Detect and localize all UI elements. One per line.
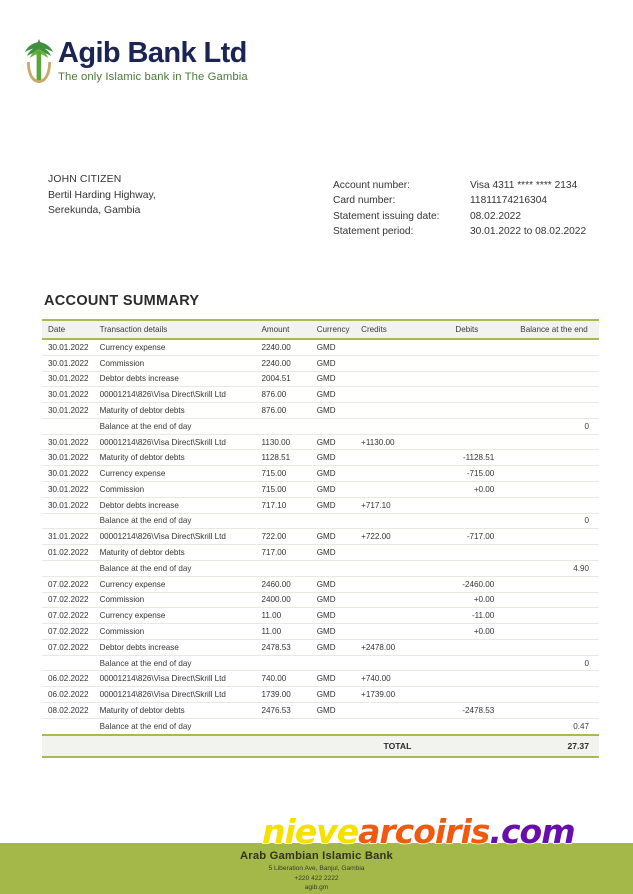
- cell-date: 06.02.2022: [42, 671, 100, 687]
- cell-currency: [317, 655, 361, 671]
- cell-credits: [361, 702, 437, 718]
- account-info-value: 30.01.2022 to 08.02.2022: [470, 225, 587, 237]
- cell-amount: 876.00: [261, 387, 316, 403]
- table-row: [42, 403, 599, 419]
- cell-details: Debtor debts increase: [100, 497, 262, 513]
- account-summary-table: [42, 319, 599, 758]
- cell-credits: [361, 655, 437, 671]
- cell-debits: [437, 639, 494, 655]
- cell-date: 08.02.2022: [42, 702, 100, 718]
- cell-currency: GMD: [317, 339, 361, 355]
- table-row: [42, 608, 599, 624]
- cell-credits: [361, 624, 437, 640]
- cell-currency: GMD: [317, 576, 361, 592]
- table-row: [42, 671, 599, 687]
- cell-date: 30.01.2022: [42, 371, 100, 387]
- cell-debits: [437, 355, 494, 371]
- cell-debits: [437, 513, 494, 529]
- cell-currency: [317, 718, 361, 734]
- cell-debits: [437, 418, 494, 434]
- cell-amount: 715.00: [261, 482, 316, 498]
- cell-credits: +717.10: [361, 497, 437, 513]
- cell-currency: GMD: [317, 434, 361, 450]
- cell-currency: GMD: [317, 639, 361, 655]
- cell-credits: [361, 560, 437, 576]
- cell-credits: [361, 545, 437, 561]
- table-row: [42, 702, 599, 718]
- cell-details: Balance at the end of day: [100, 560, 262, 576]
- cell-date: [42, 513, 100, 529]
- cell-balance: 0: [494, 418, 599, 434]
- cell-balance: 0: [494, 513, 599, 529]
- cell-date: 31.01.2022: [42, 529, 100, 545]
- cell-amount: 2476.53: [261, 702, 316, 718]
- cell-credits: [361, 355, 437, 371]
- customer-name: JOHN CITIZEN: [48, 174, 122, 185]
- cell-details: 00001214\826\Visa Direct\Skrill Ltd: [100, 687, 262, 703]
- cell-credits: [361, 450, 437, 466]
- cell-date: [42, 560, 100, 576]
- customer-address-line1: Bertil Harding Highway,: [48, 189, 156, 201]
- cell-date: 30.01.2022: [42, 434, 100, 450]
- table-row: [42, 387, 599, 403]
- cell-date: 30.01.2022: [42, 497, 100, 513]
- table-row: [42, 560, 599, 576]
- cell-balance: [494, 450, 599, 466]
- cell-date: [42, 718, 100, 734]
- table-row: [42, 418, 599, 434]
- cell-debits: -2460.00: [437, 576, 494, 592]
- cell-debits: [437, 560, 494, 576]
- cell-currency: GMD: [317, 355, 361, 371]
- cell-amount: 717.10: [261, 497, 316, 513]
- cell-balance: [494, 608, 599, 624]
- cell-balance: [494, 371, 599, 387]
- cell-details: Currency expense: [100, 576, 262, 592]
- cell-currency: GMD: [317, 671, 361, 687]
- cell-debits: [437, 403, 494, 419]
- cell-debits: [437, 497, 494, 513]
- watermark-part-2: arcoiris: [358, 812, 490, 851]
- account-info-row: [333, 224, 586, 239]
- cell-amount: 1739.00: [261, 687, 316, 703]
- cell-amount: 717.00: [261, 545, 316, 561]
- account-info-row: [333, 178, 586, 193]
- cell-amount: 2460.00: [261, 576, 316, 592]
- cell-amount: 715.00: [261, 466, 316, 482]
- cell-date: 07.02.2022: [42, 624, 100, 640]
- cell-currency: GMD: [317, 466, 361, 482]
- column-header-balance: Balance at the end: [494, 320, 599, 339]
- cell-balance: [494, 624, 599, 640]
- cell-amount: [261, 718, 316, 734]
- cell-date: [42, 655, 100, 671]
- cell-date: 30.01.2022: [42, 387, 100, 403]
- cell-currency: GMD: [317, 624, 361, 640]
- cell-amount: 740.00: [261, 671, 316, 687]
- cell-currency: GMD: [317, 450, 361, 466]
- cell-credits: [361, 371, 437, 387]
- cell-balance: [494, 434, 599, 450]
- cell-amount: 2478.53: [261, 639, 316, 655]
- column-header-details: Transaction details: [100, 320, 262, 339]
- cell-credits: [361, 418, 437, 434]
- cell-debits: [437, 434, 494, 450]
- account-info-value: 08.02.2022: [470, 210, 521, 222]
- total-label: TOTAL: [361, 735, 437, 757]
- account-info-label: Account number:: [333, 180, 411, 191]
- cell-currency: GMD: [317, 403, 361, 419]
- cell-debits: [437, 371, 494, 387]
- table-row: [42, 687, 599, 703]
- table-row: [42, 371, 599, 387]
- column-header-amount: Amount: [261, 320, 316, 339]
- cell-balance: 4.90: [494, 560, 599, 576]
- table-row: [42, 466, 599, 482]
- account-info-row: [333, 193, 586, 208]
- footer-website: agib.gm: [304, 884, 329, 891]
- table-row: [42, 529, 599, 545]
- cell-date: 07.02.2022: [42, 608, 100, 624]
- cell-amount: 11.00: [261, 624, 316, 640]
- cell-balance: [494, 482, 599, 498]
- cell-details: Maturity of debtor debts: [100, 450, 262, 466]
- cell-currency: [317, 560, 361, 576]
- cell-balance: [494, 592, 599, 608]
- site-watermark: [262, 812, 575, 851]
- table-row: [42, 592, 599, 608]
- account-info-label: Card number:: [333, 195, 396, 207]
- cell-credits: [361, 339, 437, 355]
- palm-tree-crescent-icon: [22, 36, 56, 88]
- total-value: 27.37: [494, 735, 599, 757]
- cell-credits: +722.00: [361, 529, 437, 545]
- footer-phone: +220 422 2222: [294, 874, 339, 882]
- cell-date: 07.02.2022: [42, 592, 100, 608]
- cell-currency: GMD: [317, 387, 361, 403]
- cell-details: Balance at the end of day: [100, 718, 262, 734]
- cell-date: 01.02.2022: [42, 545, 100, 561]
- cell-balance: [494, 687, 599, 703]
- cell-amount: 876.00: [261, 403, 316, 419]
- cell-date: 07.02.2022: [42, 639, 100, 655]
- cell-balance: 0: [494, 655, 599, 671]
- cell-credits: [361, 608, 437, 624]
- cell-details: Maturity of debtor debts: [100, 702, 262, 718]
- cell-balance: [494, 339, 599, 355]
- account-info-value: 11811174216304: [470, 195, 548, 207]
- cell-credits: +2478.00: [361, 639, 437, 655]
- cell-debits: -1128.51: [437, 450, 494, 466]
- cell-date: 30.01.2022: [42, 450, 100, 466]
- account-info-label: Statement period:: [333, 225, 414, 237]
- cell-details: Commission: [100, 355, 262, 371]
- cell-details: Currency expense: [100, 466, 262, 482]
- cell-credits: [361, 403, 437, 419]
- cell-date: 30.01.2022: [42, 339, 100, 355]
- footer-bank-name: Arab Gambian Islamic Bank: [240, 850, 393, 862]
- cell-details: Currency expense: [100, 339, 262, 355]
- cell-amount: [261, 513, 316, 529]
- cell-balance: [494, 702, 599, 718]
- cell-credits: [361, 466, 437, 482]
- account-details: [333, 178, 586, 239]
- cell-amount: 722.00: [261, 529, 316, 545]
- table-row: [42, 450, 599, 466]
- cell-debits: +0.00: [437, 482, 494, 498]
- column-header-currency: Currency: [317, 320, 361, 339]
- cell-balance: 0.47: [494, 718, 599, 734]
- cell-currency: GMD: [317, 545, 361, 561]
- cell-debits: +0.00: [437, 592, 494, 608]
- account-info-value: Visa 4311 **** **** 2134: [470, 180, 578, 191]
- cell-date: 30.01.2022: [42, 482, 100, 498]
- table-row: [42, 513, 599, 529]
- cell-details: 00001214\826\Visa Direct\Skrill Ltd: [100, 434, 262, 450]
- table-row: [42, 339, 599, 355]
- table-row: [42, 482, 599, 498]
- table-row: [42, 545, 599, 561]
- column-header-debits: Debits: [437, 320, 494, 339]
- cell-credits: +740.00: [361, 671, 437, 687]
- cell-amount: [261, 418, 316, 434]
- bank-name: Agib Bank Ltd: [58, 37, 247, 69]
- cell-debits: [437, 387, 494, 403]
- cell-date: 30.01.2022: [42, 466, 100, 482]
- customer-address-line2: Serekunda, Gambia: [48, 205, 141, 216]
- cell-details: Balance at the end of day: [100, 513, 262, 529]
- cell-details: 00001214\826\Visa Direct\Skrill Ltd: [100, 529, 262, 545]
- cell-amount: 1128.51: [261, 450, 316, 466]
- cell-debits: [437, 545, 494, 561]
- cell-details: Commission: [100, 624, 262, 640]
- cell-currency: GMD: [317, 592, 361, 608]
- cell-amount: 2240.00: [261, 355, 316, 371]
- column-header-date: Date: [42, 320, 100, 339]
- cell-credits: [361, 482, 437, 498]
- footer-address: 5 Liberation Ave, Banjul, Gambia: [268, 865, 365, 872]
- cell-credits: [361, 718, 437, 734]
- cell-details: Debtor debts increase: [100, 371, 262, 387]
- cell-details: Balance at the end of day: [100, 418, 262, 434]
- cell-balance: [494, 576, 599, 592]
- cell-debits: [437, 671, 494, 687]
- cell-details: Debtor debts increase: [100, 639, 262, 655]
- cell-currency: GMD: [317, 482, 361, 498]
- cell-balance: [494, 671, 599, 687]
- cell-date: 30.01.2022: [42, 403, 100, 419]
- cell-currency: [317, 418, 361, 434]
- table-row: [42, 497, 599, 513]
- cell-balance: [494, 387, 599, 403]
- cell-amount: 2400.00: [261, 592, 316, 608]
- cell-currency: GMD: [317, 687, 361, 703]
- footer: [0, 849, 633, 893]
- table-row: [42, 655, 599, 671]
- cell-balance: [494, 497, 599, 513]
- cell-balance: [494, 466, 599, 482]
- cell-credits: [361, 513, 437, 529]
- cell-debits: -717.00: [437, 529, 494, 545]
- cell-date: 07.02.2022: [42, 576, 100, 592]
- cell-currency: GMD: [317, 497, 361, 513]
- table-total-row: [42, 735, 599, 757]
- cell-details: 00001214\826\Visa Direct\Skrill Ltd: [100, 671, 262, 687]
- cell-debits: [437, 687, 494, 703]
- table-row: [42, 355, 599, 371]
- cell-date: 30.01.2022: [42, 355, 100, 371]
- cell-amount: 2004.51: [261, 371, 316, 387]
- cell-debits: -715.00: [437, 466, 494, 482]
- cell-currency: [317, 513, 361, 529]
- bank-logo: [22, 36, 248, 88]
- watermark-part-1: nieve: [262, 812, 359, 851]
- cell-credits: [361, 592, 437, 608]
- cell-amount: [261, 560, 316, 576]
- cell-date: [42, 418, 100, 434]
- table-row: [42, 639, 599, 655]
- cell-currency: GMD: [317, 529, 361, 545]
- cell-amount: 11.00: [261, 608, 316, 624]
- cell-date: 06.02.2022: [42, 687, 100, 703]
- cell-currency: GMD: [317, 608, 361, 624]
- cell-details: Maturity of debtor debts: [100, 545, 262, 561]
- bank-tagline: The only Islamic bank in The Gambia: [58, 71, 248, 84]
- table-row: [42, 624, 599, 640]
- cell-credits: +1130.00: [361, 434, 437, 450]
- cell-balance: [494, 639, 599, 655]
- cell-debits: -2478.53: [437, 702, 494, 718]
- account-info-label: Statement issuing date:: [333, 210, 440, 222]
- cell-debits: [437, 718, 494, 734]
- cell-details: Maturity of debtor debts: [100, 403, 262, 419]
- watermark-part-3: .com: [489, 812, 575, 851]
- page-title: ACCOUNT SUMMARY: [44, 293, 200, 309]
- cell-credits: [361, 576, 437, 592]
- cell-debits: [437, 655, 494, 671]
- table-row: [42, 718, 599, 734]
- cell-balance: [494, 355, 599, 371]
- cell-details: 00001214\826\Visa Direct\Skrill Ltd: [100, 387, 262, 403]
- cell-details: Balance at the end of day: [100, 655, 262, 671]
- column-header-credits: Credits: [361, 320, 437, 339]
- cell-balance: [494, 545, 599, 561]
- cell-details: Currency expense: [100, 608, 262, 624]
- cell-debits: +0.00: [437, 624, 494, 640]
- cell-details: Commission: [100, 592, 262, 608]
- cell-credits: +1739.00: [361, 687, 437, 703]
- table-row: [42, 576, 599, 592]
- cell-balance: [494, 529, 599, 545]
- customer-details: [48, 172, 156, 219]
- table-header-row: [42, 320, 599, 339]
- cell-amount: [261, 655, 316, 671]
- cell-details: Commission: [100, 482, 262, 498]
- cell-amount: 1130.00: [261, 434, 316, 450]
- table-row: [42, 434, 599, 450]
- account-info-row: [333, 209, 586, 224]
- cell-balance: [494, 403, 599, 419]
- cell-credits: [361, 387, 437, 403]
- cell-debits: -11.00: [437, 608, 494, 624]
- cell-debits: [437, 339, 494, 355]
- cell-currency: GMD: [317, 702, 361, 718]
- cell-currency: GMD: [317, 371, 361, 387]
- cell-amount: 2240.00: [261, 339, 316, 355]
